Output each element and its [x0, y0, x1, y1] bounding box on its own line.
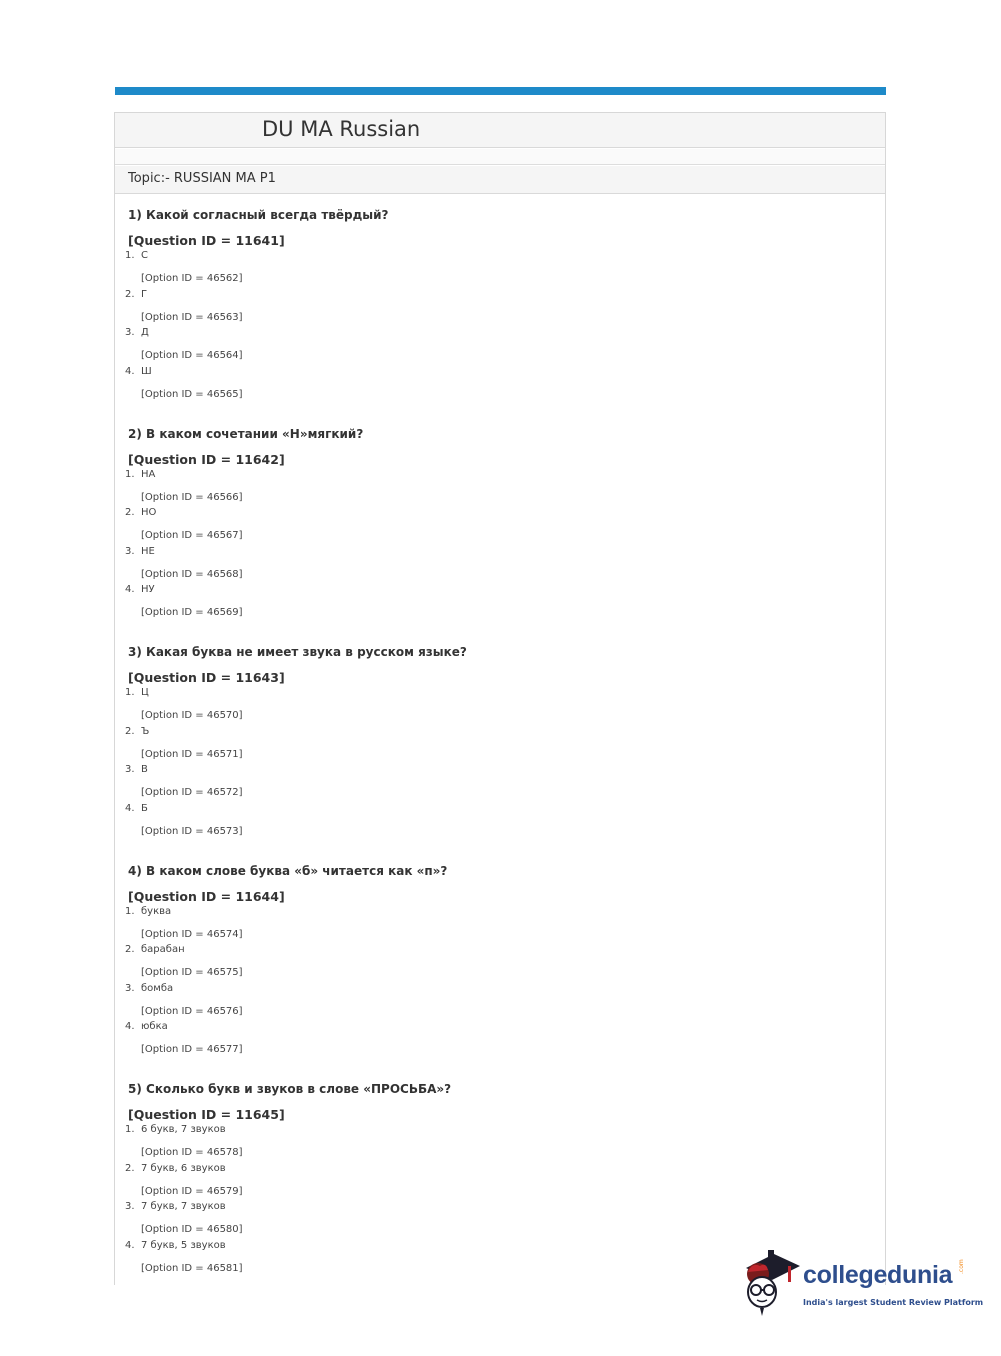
option-item: [115, 983, 515, 1021]
option-number: 3.: [125, 982, 135, 994]
option-id: [Option ID = 46581]: [141, 1262, 243, 1274]
option-text: бомба: [141, 982, 174, 994]
option-item: [115, 289, 515, 327]
option-id: [Option ID = 46577]: [141, 1044, 243, 1055]
logo-suffix: .com: [958, 1259, 965, 1274]
question-block: [115, 427, 885, 637]
option-item: [115, 327, 515, 365]
option-number: 1.: [125, 250, 135, 261]
option-number: 4.: [125, 365, 135, 377]
option-id: [Option ID = 46567]: [141, 530, 243, 541]
question-id: [Question ID = 11641]: [128, 233, 285, 248]
logo-tagline: India's largest Student Review Platform: [803, 1298, 984, 1307]
document-frame: [114, 112, 886, 1285]
option-text: 7 букв, 7 звуков: [141, 1201, 226, 1212]
option-item: [115, 250, 515, 288]
option-id: [Option ID = 46576]: [141, 1005, 243, 1017]
collegedunia-logo: [740, 1248, 984, 1318]
option-text: НУ: [141, 584, 155, 595]
option-text: барабан: [141, 944, 185, 955]
question-block: [115, 864, 885, 1074]
option-text: НА: [141, 468, 156, 480]
option-id: [Option ID = 46570]: [141, 710, 243, 721]
top-accent-bar: [115, 87, 886, 95]
option-id: [Option ID = 46578]: [141, 1147, 243, 1158]
option-number: 1.: [125, 468, 135, 480]
option-number: 3.: [125, 1201, 135, 1212]
question-id: [Question ID = 11644]: [128, 888, 285, 904]
option-number: 2.: [125, 944, 135, 955]
option-id: [Option ID = 46568]: [141, 568, 243, 580]
option-number: 2.: [125, 725, 135, 737]
option-item: [115, 726, 515, 764]
option-text: 7 букв, 6 звуков: [141, 1162, 226, 1174]
question-text: 5) Сколько букв и звуков в слове «ПРОСЬБА»?: [128, 1082, 452, 1096]
option-id: [Option ID = 46564]: [141, 350, 243, 361]
option-text: С: [141, 250, 148, 261]
option-number: 2.: [125, 288, 135, 300]
question-block: [115, 208, 885, 418]
option-item: [115, 507, 515, 545]
option-id: [Option ID = 46579]: [141, 1185, 243, 1197]
question-id: [Question ID = 11642]: [128, 451, 285, 467]
graduate-cap-mascot-icon: [740, 1248, 802, 1318]
option-text: Г: [141, 288, 148, 300]
option-number: 1.: [125, 1124, 135, 1135]
option-id: [Option ID = 46574]: [141, 928, 243, 940]
option-item: [115, 687, 515, 725]
option-text: Ъ: [141, 725, 150, 737]
header-spacer: [115, 149, 885, 165]
option-item: [115, 366, 515, 404]
option-number: 1.: [125, 905, 135, 917]
option-text: Б: [141, 802, 148, 814]
title-header: [115, 113, 885, 148]
option-number: 1.: [125, 687, 135, 698]
option-id: [Option ID = 46566]: [141, 491, 243, 503]
option-text: В: [141, 764, 148, 775]
option-item: [115, 764, 515, 802]
question-id: [Question ID = 11645]: [128, 1107, 285, 1122]
option-item: [115, 944, 515, 982]
option-text: Д: [141, 327, 149, 338]
option-item: [115, 584, 515, 622]
option-id: [Option ID = 46572]: [141, 787, 243, 798]
option-number: 4.: [125, 802, 135, 814]
option-number: 4.: [125, 584, 135, 595]
option-item: [115, 546, 515, 584]
option-text: НО: [141, 507, 157, 518]
option-text: Ц: [141, 687, 149, 698]
question-text: 4) В каком слове буква «б» читается как «п»?: [128, 863, 448, 878]
option-text: НЕ: [141, 545, 155, 557]
question-text: 1) Какой согласный всегда твёрдый?: [128, 208, 389, 222]
page-title: DU MA Russian: [262, 117, 421, 141]
option-id: [Option ID = 46563]: [141, 311, 243, 323]
option-item: [115, 1124, 515, 1162]
option-number: 3.: [125, 545, 135, 557]
option-id: [Option ID = 46562]: [141, 273, 243, 284]
option-id: [Option ID = 46580]: [141, 1224, 243, 1235]
option-id: [Option ID = 46573]: [141, 825, 243, 837]
topic-header: [115, 166, 885, 194]
option-text: юбка: [141, 1021, 168, 1032]
option-item: [115, 906, 515, 944]
option-item: [115, 1163, 515, 1201]
option-item: [115, 1240, 515, 1278]
option-item: [115, 1021, 515, 1059]
option-text: Ш: [141, 365, 152, 377]
option-id: [Option ID = 46569]: [141, 607, 243, 618]
option-id: [Option ID = 46575]: [141, 967, 243, 978]
option-number: 4.: [125, 1021, 135, 1032]
question-id: [Question ID = 11643]: [128, 670, 285, 685]
option-number: 2.: [125, 1162, 135, 1174]
option-text: 6 букв, 7 звуков: [141, 1124, 226, 1135]
option-number: 3.: [125, 327, 135, 338]
topic-label: Topic:- RUSSIAN MA P1: [128, 171, 276, 186]
question-block: [115, 645, 885, 855]
option-item: [115, 469, 515, 507]
option-id: [Option ID = 46565]: [141, 388, 243, 400]
option-number: 3.: [125, 764, 135, 775]
question-text: 3) Какая буква не имеет звука в русском языке?: [128, 645, 467, 659]
option-item: [115, 803, 515, 841]
option-number: 4.: [125, 1239, 135, 1251]
option-number: 2.: [125, 507, 135, 518]
logo-wordmark: collegedunia: [803, 1261, 953, 1289]
question-text: 2) В каком сочетании «Н»мягкий?: [128, 426, 364, 441]
option-text: 7 букв, 5 звуков: [141, 1239, 226, 1251]
option-text: буква: [141, 905, 172, 917]
option-item: [115, 1201, 515, 1239]
option-id: [Option ID = 46571]: [141, 748, 243, 760]
